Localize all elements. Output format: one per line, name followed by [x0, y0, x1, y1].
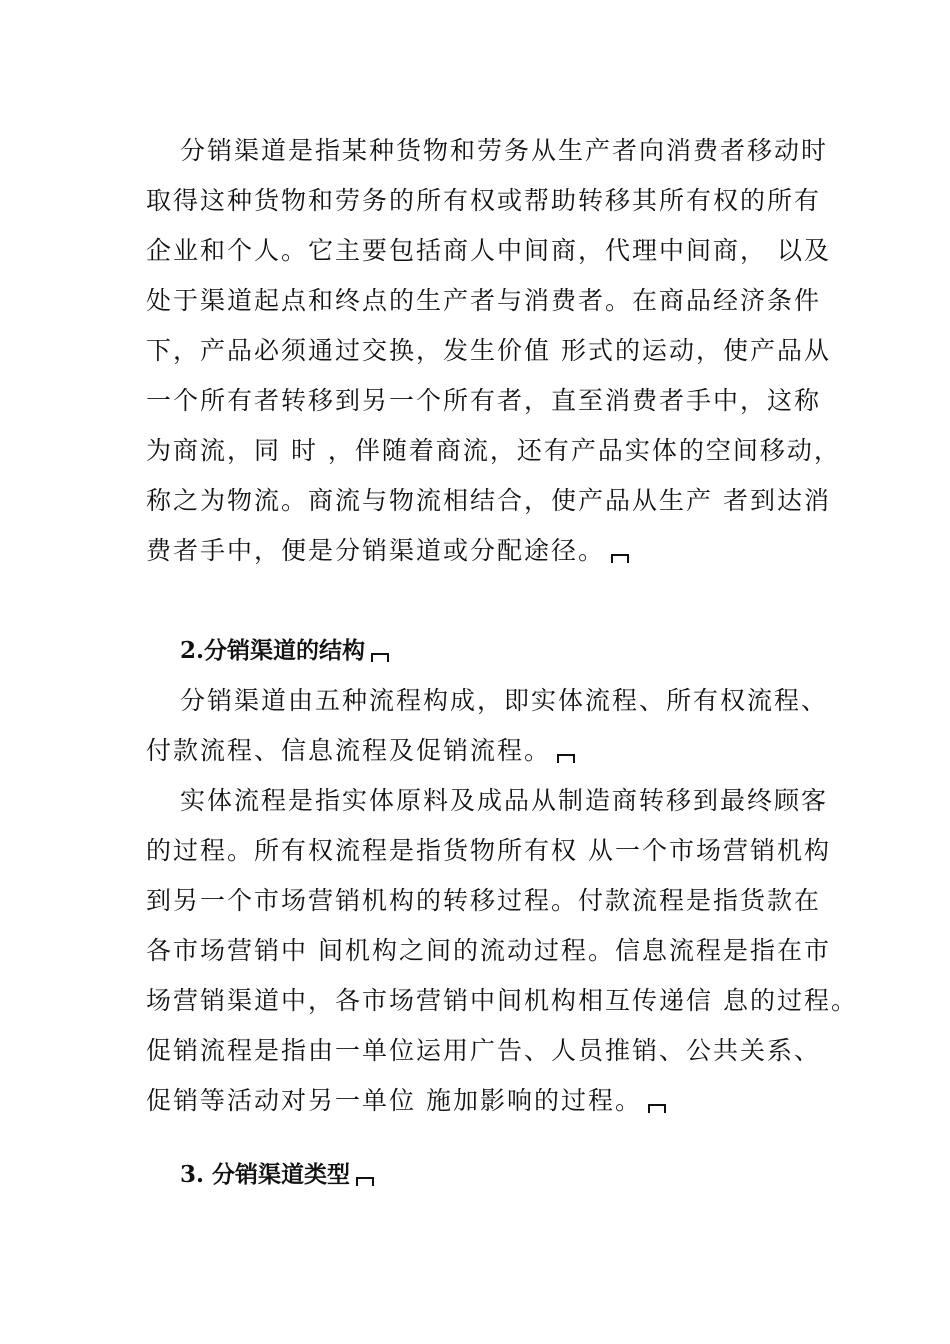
paragraph-3-line-7-text: 促销等活动对另一单位 施加影响的过程。: [146, 1086, 642, 1115]
paragraph-3-line-6: 促销流程是指由一单位运用广告、人员推销、公共关系、: [146, 1036, 822, 1065]
paragraph-3-line-4: 各市场营销中 间机构之间的流动过程。信息流程是指在市: [146, 936, 831, 965]
paragraph-3-line-5: 场营销渠道中，各市场营销中间机构相互传递信 息的过程。: [146, 986, 858, 1015]
paragraph-2-line-1: 分销渠道由五种流程构成，即实体流程、所有权流程、: [180, 686, 829, 715]
paragraph-3-line-1: 实体流程是指实体原料及成品从制造商转移到最终顾客: [180, 786, 829, 815]
paragraph-1-line-6: 一个所有者转移到另一个所有者，直至消费者手中，这称: [146, 386, 822, 415]
paragraph-1-line-1: 分销渠道是指某种货物和劳务从生产者向消费者移动时: [180, 136, 829, 165]
paragraph-1-line-9: [146, 536, 629, 566]
section-heading-types: [180, 1160, 374, 1190]
paragraph-mark-icon: [611, 554, 629, 563]
section-heading-structure-text: 2.分销渠道的结构: [180, 637, 366, 664]
paragraph-1-line-9-text: 费者手中，便是分销渠道或分配途径。: [146, 536, 606, 565]
paragraph-mark-icon: [356, 1177, 374, 1186]
paragraph-mark-icon: [557, 754, 575, 763]
paragraph-2-line-2-text: 付款流程、信息流程及促销流程。: [146, 736, 552, 765]
paragraph-3-line-3: 到另一个市场营销机构的转移过程。付款流程是指货款在: [146, 886, 822, 915]
paragraph-1-line-2: 取得这种货物和劳务的所有权或帮助转移其所有权的所有: [146, 186, 822, 215]
paragraph-1-line-8: 称之为物流。商流与物流相结合，使产品从生产 者到达消: [146, 486, 831, 515]
paragraph-1-line-3: 企业和个人。它主要包括商人中间商，代理中间商， 以及: [146, 236, 831, 265]
paragraph-1-line-5: 下，产品必须通过交换，发生价值 形式的运动，使产品从: [146, 336, 831, 365]
paragraph-mark-icon: [371, 653, 389, 662]
section-heading-types-text: 3. 分销渠道类型: [180, 1161, 351, 1188]
paragraph-3-line-2: 的过程。所有权流程是指货物所有权 从一个市场营销机构: [146, 836, 831, 865]
section-heading-structure: [180, 636, 389, 666]
paragraph-2-line-2: [146, 736, 575, 766]
paragraph-1-line-4: 处于渠道起点和终点的生产者与消费者。在商品经济条件: [146, 286, 822, 315]
paragraph-3-line-7: [146, 1086, 666, 1116]
paragraph-1-line-7: 为商流，同 时 ，伴随着商流，还有产品实体的空间移动，: [146, 436, 841, 465]
paragraph-mark-icon: [648, 1104, 666, 1113]
